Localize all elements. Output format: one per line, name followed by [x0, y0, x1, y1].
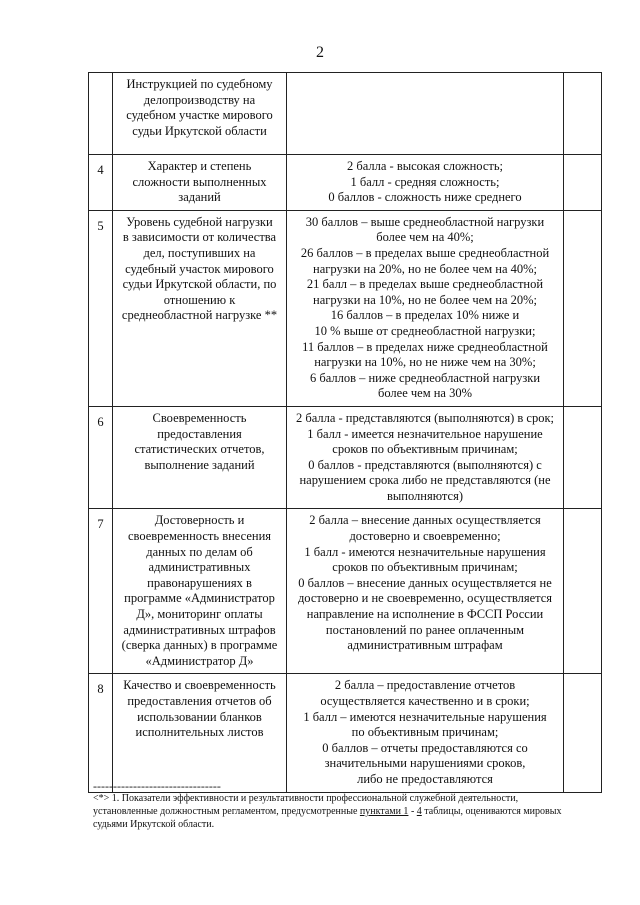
score-line: 2 балла – предоставление отчетов — [334, 678, 516, 693]
criterion-line: отношению к — [163, 292, 236, 307]
criterion-line: судебный участок мирового — [125, 261, 274, 276]
score-line: нарушением срока либо не представляются (не — [299, 473, 551, 488]
empty-cell — [564, 210, 602, 406]
row-number-cell — [89, 509, 113, 674]
score-line: значительными нарушениями сроков, — [324, 756, 526, 771]
score-line: 11 баллов – в пределах ниже среднеобластной — [302, 339, 548, 354]
criterion-line: (сверка данных) в программе — [121, 638, 278, 653]
score-line: 2 балла – внесение данных осуществляется — [309, 513, 541, 528]
score-line: осуществляется качественно и в сроки; — [320, 694, 530, 708]
criterion-cell — [113, 674, 287, 792]
criterion-line: судьи Иркутской области, по — [122, 277, 277, 292]
criterion-line: заданий — [178, 190, 221, 205]
criterion-line: предоставления отчетов об — [127, 694, 272, 708]
score-line: 16 баллов – в пределах 10% ниже и — [330, 308, 520, 323]
criterion-line: Характер и степень — [147, 159, 252, 173]
row-number: 6 — [97, 414, 104, 429]
criterion-line: среднеобластной нагрузке ** — [121, 308, 278, 323]
score-line: по объективным причинам; — [351, 725, 499, 740]
criterion-cell — [113, 155, 287, 211]
score-line: 6 баллов – ниже среднеобластной нагрузки — [309, 370, 541, 385]
score-line: 0 баллов – отчеты предоставляются со — [322, 740, 528, 755]
criterion-line: своевременность внесения — [127, 529, 272, 544]
criterion-line: программе «Администратор — [124, 591, 275, 606]
footnote-link-points[interactable]: пунктами 1 — [359, 806, 409, 817]
score-line: 1 балл - имеются незначительные нарушения — [304, 544, 546, 559]
score-line: 1 балл - имеется незначительное нарушение — [307, 426, 543, 441]
criterion-line: Инструкцией по судебному — [126, 77, 273, 91]
score-cell — [287, 509, 564, 674]
criterion-line: Своевременность — [152, 410, 247, 425]
footnote-link-4[interactable]: 4 — [416, 806, 422, 817]
table-row — [89, 406, 602, 509]
score-line: 2 балла - представляются (выполняются) в срок; — [295, 410, 555, 425]
score-line: постановлений по ранее оплаченным — [325, 622, 525, 637]
score-line: сроков по объективным причинам; — [332, 560, 518, 575]
criterion-line: правонарушениях в — [147, 575, 252, 590]
criterion-line: административных штрафов — [123, 622, 276, 637]
score-line: 2 балла - высокая сложность; — [346, 159, 504, 173]
criterion-line: Уровень судебной нагрузки — [126, 214, 273, 229]
score-line: 21 балл – в пределах выше среднеобластной — [306, 277, 544, 292]
empty-cell — [564, 674, 602, 792]
score-line: 0 баллов - представляются (выполняются) с — [308, 457, 542, 472]
criterion-line: сложности выполненных — [132, 174, 267, 189]
criterion-line: предоставления — [157, 426, 242, 441]
criterion-line: Д», мониторинг оплаты — [136, 607, 263, 622]
empty-cell — [564, 73, 602, 155]
row-number-cell — [89, 674, 113, 792]
criteria-table — [88, 72, 602, 793]
row-number: 4 — [97, 163, 104, 177]
score-line: более чем на 40%; — [376, 230, 474, 245]
criterion-line: статистических отчетов, — [134, 442, 265, 457]
page-number: 2 — [316, 44, 324, 61]
criterion-line: данных по делам об — [146, 544, 253, 559]
criterion-line: дел, поступивших на — [143, 245, 256, 260]
footnote-text-1: <*> 1. Показатели эффективности и результативности профессиональной служебной деятельности, установленные должностным регламентом, предусмотренные — [93, 793, 519, 817]
criterion-line: в зависимости от количества — [122, 230, 277, 245]
score-line: сроков по объективным причинам; — [332, 442, 518, 457]
criterion-line: «Администратор Д» — [145, 653, 254, 668]
row-number: 8 — [97, 682, 104, 697]
table-row — [89, 155, 602, 211]
criterion-line: исполнительных листов — [135, 725, 264, 740]
criterion-line: судебном участке мирового — [126, 108, 273, 123]
criterion-cell — [113, 73, 287, 155]
score-cell — [287, 73, 564, 155]
score-line: административным штрафам — [347, 638, 503, 653]
criterion-line: Качество и своевременность — [123, 678, 276, 693]
row-number-cell — [89, 73, 113, 155]
score-line: нагрузки на 20%, но не более чем на 40%; — [313, 261, 537, 276]
row-number-cell — [89, 155, 113, 211]
footnote-text-2: таблицы, оцениваются мировых судьями Иркутской области. — [93, 806, 562, 830]
score-line: 26 баллов – в пределах выше среднеобластной — [300, 245, 550, 260]
row-number-cell — [89, 406, 113, 509]
row-number-cell — [89, 210, 113, 406]
score-line: достоверно и своевременно; — [349, 529, 501, 544]
score-line: 10 % выше от среднеобластной нагрузки; — [314, 323, 536, 338]
score-line: 0 баллов – внесение данных осуществляется не — [298, 575, 552, 590]
criterion-line: Достоверность и — [154, 513, 245, 528]
footnote-rule: -------------------------------- — [93, 779, 221, 793]
score-line: 1 балл – имеются незначительные нарушения — [303, 709, 547, 724]
criterion-line: административных — [148, 560, 251, 575]
footnote — [93, 792, 563, 831]
score-line: 0 баллов - сложность ниже среднего — [328, 190, 522, 205]
criterion-cell — [113, 406, 287, 509]
table-row — [89, 73, 602, 155]
score-line: нагрузки на 10%, но не ниже чем на 30%; — [314, 355, 536, 370]
criterion-line: судьи Иркутской области — [132, 123, 267, 138]
table-row — [89, 509, 602, 674]
empty-cell — [564, 406, 602, 509]
score-line: достоверно и не своевременно, осуществляется — [297, 591, 553, 606]
score-line: 1 балл - средняя сложность; — [350, 174, 500, 189]
empty-cell — [564, 155, 602, 211]
empty-cell — [564, 509, 602, 674]
criterion-cell — [113, 210, 287, 406]
row-number: 7 — [97, 517, 104, 532]
score-line: направление на исполнение в ФССП России — [306, 607, 544, 622]
table-row — [89, 210, 602, 406]
row-number — [89, 73, 112, 81]
row-number: 5 — [97, 218, 104, 233]
score-line: либо не предоставляются — [357, 771, 493, 786]
criterion-line: выполнение заданий — [144, 457, 255, 472]
score-line: нагрузки на 10%, но не более чем на 20%; — [313, 292, 537, 307]
score-line: более чем на 30% — [377, 386, 473, 401]
score-cell — [287, 674, 564, 792]
footnote-dash: - — [408, 806, 417, 817]
criterion-cell — [113, 509, 287, 674]
score-cell — [287, 210, 564, 406]
score-cell — [287, 406, 564, 509]
score-cell — [287, 155, 564, 211]
table-row — [89, 674, 602, 792]
criterion-line: делопроизводству на — [143, 92, 256, 107]
score-line: выполняются) — [386, 488, 463, 503]
score-line: 30 баллов – выше среднеобластной нагрузки — [305, 214, 545, 229]
criterion-line: использовании бланков — [137, 709, 262, 724]
